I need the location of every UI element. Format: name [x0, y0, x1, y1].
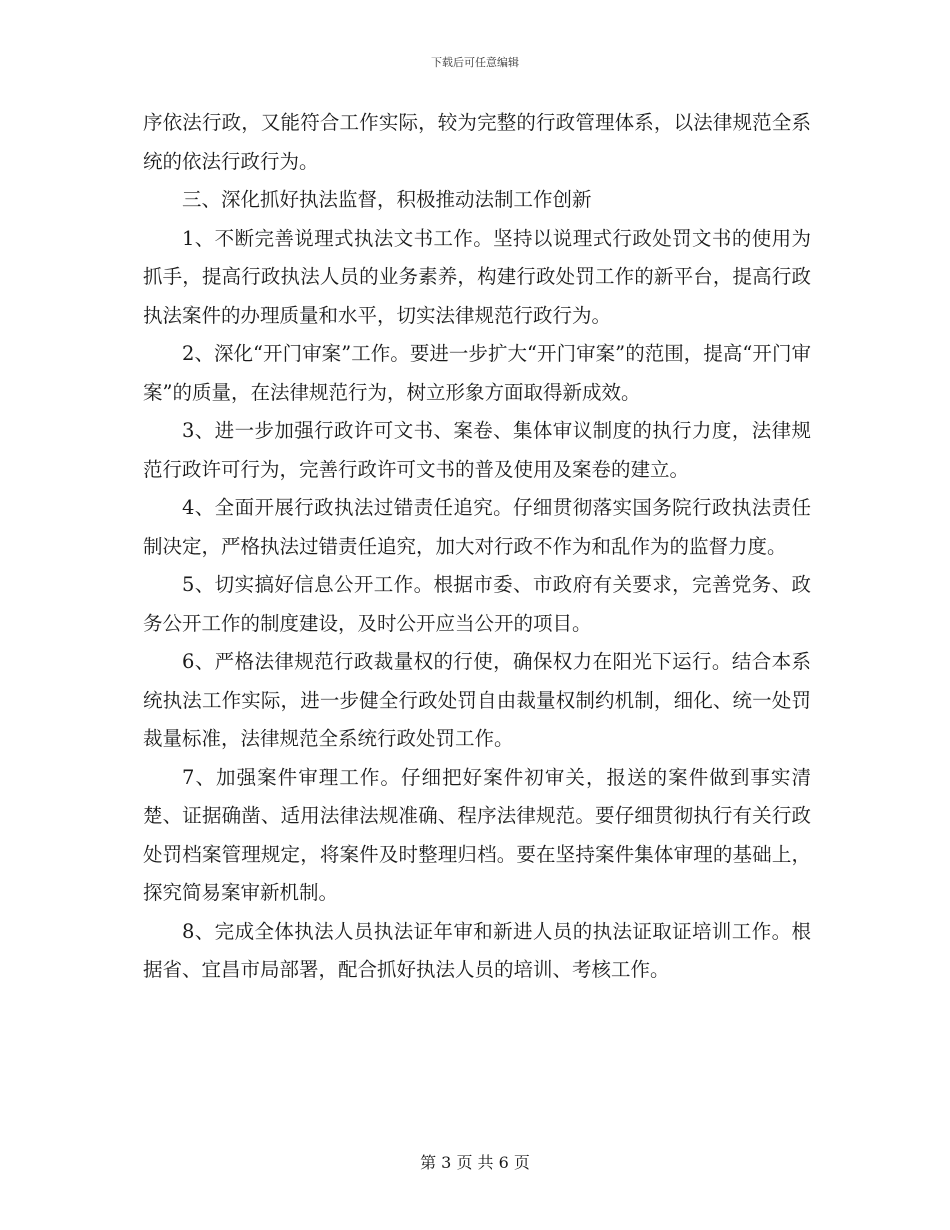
paragraph: 7、加强案件审理工作。仔细把好案件初审关，报送的案件做到事实清楚、证据确凿、适用法律法规准确、程序法律规范。要仔细贯彻执行有关行政处罚档案管理规定，将案件及时整理归档。要在坚持案件集体审理的基础上，探究简易案审新机制。 — [143, 765, 811, 904]
paragraph: 4、全面开展行政执法过错责任追究。仔细贯彻落实国务院行政执法责任制决定，严格执法过错责任追究，加大对行政不作为和乱作为的监督力度。 — [143, 496, 811, 558]
paragraph: 5、切实搞好信息公开工作。根据市委、市政府有关要求，完善党务、政务公开工作的制度建设，及时公开应当公开的项目。 — [143, 573, 811, 635]
paragraph: 1、不断完善说理式执法文书工作。坚持以说理式行政处罚文书的使用为抓手，提高行政执法人员的业务素养，构建行政处罚工作的新平台，提高行政执法案件的办理质量和水平，切实法律规范行政行为。 — [143, 226, 811, 327]
paragraph: 3、进一步加强行政许可文书、案卷、集体审议制度的执行力度，法律规范行政许可行为，完善行政许可文书的普及使用及案卷的建立。 — [143, 419, 811, 481]
paragraph: 8、完成全体执法人员执法证年审和新进人员的执法证取证培训工作。根据省、宜昌市局部署，配合抓好执法人员的培训、考核工作。 — [143, 919, 811, 981]
paragraph: 6、严格法律规范行政裁量权的行使，确保权力在阳光下运行。结合本系统执法工作实际，进一步健全行政处罚自由裁量权制约机制，细化、统一处罚裁量标准，法律规范全系统行政处罚工作。 — [143, 650, 811, 750]
page-number: 第 3 页 共 6 页 — [420, 1153, 530, 1172]
section-heading: 三、深化抓好执法监督，积极推动法制工作创新 — [182, 188, 592, 211]
page-header-note: 下载后可任意编辑 — [431, 56, 519, 69]
paragraph: 序依法行政，又能符合工作实际，较为完整的行政管理体系，以法律规范全系统的依法行政行为。 — [143, 111, 811, 173]
paragraph: 2、深化“开门审案”工作。要进一步扩大“开门审案”的范围，提高“开门审案”的质量，在法律规范行为，树立形象方面取得新成效。 — [143, 342, 811, 404]
document-body — [143, 104, 811, 990]
